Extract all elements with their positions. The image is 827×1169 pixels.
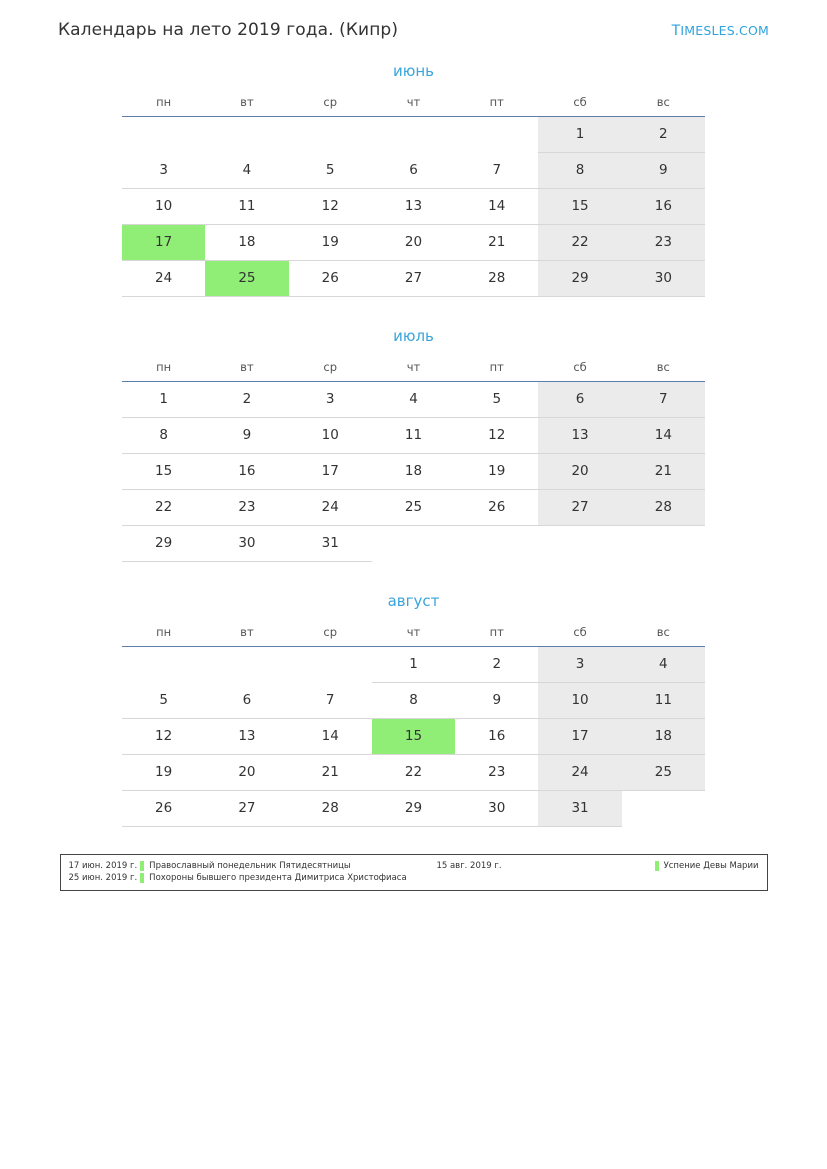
day-number: 12 bbox=[155, 728, 173, 744]
day-cell[interactable] bbox=[538, 755, 621, 791]
week-row bbox=[122, 261, 705, 297]
day-cell[interactable] bbox=[538, 418, 621, 454]
day-cell[interactable] bbox=[538, 117, 621, 153]
day-cell[interactable] bbox=[205, 418, 288, 454]
day-number: 22 bbox=[155, 499, 173, 515]
page-title: Календарь на лето 2019 года. (Кипр) bbox=[58, 20, 399, 40]
day-cell[interactable] bbox=[455, 261, 538, 297]
day-cell[interactable] bbox=[122, 755, 205, 791]
day-cell[interactable] bbox=[122, 490, 205, 526]
day-cell[interactable] bbox=[622, 647, 705, 683]
day-cell[interactable] bbox=[455, 418, 538, 454]
day-cell[interactable] bbox=[289, 225, 372, 261]
day-number: 27 bbox=[571, 499, 589, 515]
day-cell-holiday[interactable] bbox=[122, 225, 205, 261]
day-cell[interactable] bbox=[455, 153, 538, 189]
day-cell[interactable] bbox=[455, 755, 538, 791]
weekday-header: чт bbox=[372, 356, 455, 382]
day-number: 30 bbox=[654, 270, 672, 286]
day-cell[interactable] bbox=[622, 719, 705, 755]
day-number: 22 bbox=[571, 234, 589, 250]
day-cell[interactable] bbox=[538, 153, 621, 189]
day-cell[interactable] bbox=[372, 791, 455, 827]
day-number: 17 bbox=[122, 225, 205, 260]
day-cell[interactable] bbox=[372, 189, 455, 225]
day-cell[interactable] bbox=[205, 490, 288, 526]
day-number: 16 bbox=[488, 728, 506, 744]
day-cell[interactable] bbox=[205, 719, 288, 755]
month-spacer bbox=[0, 562, 827, 592]
day-cell[interactable] bbox=[122, 719, 205, 755]
page-header bbox=[0, 0, 827, 40]
day-cell[interactable] bbox=[205, 454, 288, 490]
day-cell[interactable] bbox=[622, 755, 705, 791]
weekday-header: сб bbox=[538, 91, 621, 117]
day-number: 18 bbox=[654, 728, 672, 744]
day-number: 20 bbox=[238, 764, 256, 780]
day-cell[interactable] bbox=[122, 454, 205, 490]
day-cell[interactable] bbox=[622, 683, 705, 719]
day-cell[interactable] bbox=[289, 490, 372, 526]
day-number: 18 bbox=[404, 463, 423, 479]
day-cell[interactable] bbox=[372, 261, 455, 297]
day-number: 4 bbox=[242, 162, 252, 178]
weekday-header: пт bbox=[455, 356, 538, 382]
day-number: 1 bbox=[409, 656, 418, 672]
legend-color-swatch bbox=[655, 861, 659, 871]
day-number: 14 bbox=[654, 427, 672, 443]
week-row bbox=[122, 117, 705, 153]
day-number: 18 bbox=[238, 234, 256, 250]
day-number: 11 bbox=[654, 692, 672, 708]
week-row bbox=[122, 454, 705, 490]
day-cell[interactable] bbox=[622, 490, 705, 526]
day-number: 4 bbox=[659, 656, 668, 672]
week-row bbox=[122, 719, 705, 755]
day-cell-empty bbox=[622, 526, 705, 562]
day-cell[interactable] bbox=[289, 755, 372, 791]
day-cell[interactable] bbox=[622, 454, 705, 490]
weekday-header: пн bbox=[122, 356, 205, 382]
day-number: 19 bbox=[321, 234, 339, 250]
day-number: 9 bbox=[492, 692, 502, 708]
day-cell[interactable] bbox=[538, 683, 621, 719]
day-cell[interactable] bbox=[289, 153, 372, 189]
day-number: 23 bbox=[654, 234, 672, 250]
day-number: 26 bbox=[155, 800, 173, 816]
day-number: 29 bbox=[155, 535, 173, 551]
weekday-header: чт bbox=[372, 91, 455, 117]
day-cell[interactable] bbox=[538, 490, 621, 526]
weekday-header: вт bbox=[205, 91, 288, 117]
day-cell[interactable] bbox=[538, 719, 621, 755]
day-cell[interactable] bbox=[622, 382, 705, 418]
day-number: 16 bbox=[654, 198, 672, 214]
day-number: 8 bbox=[575, 162, 585, 178]
legend-text: Успение Девы Марии bbox=[663, 861, 759, 871]
day-cell[interactable] bbox=[122, 261, 205, 297]
day-number: 24 bbox=[571, 764, 589, 780]
month-title: июль bbox=[393, 327, 434, 345]
day-number: 26 bbox=[488, 499, 506, 515]
day-number: 1 bbox=[159, 391, 168, 407]
weekday-header: вт bbox=[205, 621, 288, 647]
day-cell[interactable] bbox=[289, 719, 372, 755]
weekday-header: ср bbox=[289, 621, 372, 647]
week-row bbox=[122, 755, 705, 791]
day-number: 5 bbox=[159, 692, 168, 708]
day-cell[interactable] bbox=[372, 683, 455, 719]
weekday-header-row bbox=[122, 621, 705, 647]
day-number: 16 bbox=[238, 463, 256, 479]
day-number: 2 bbox=[492, 656, 502, 672]
day-number: 10 bbox=[571, 692, 589, 708]
day-cell[interactable] bbox=[538, 791, 621, 827]
day-cell[interactable] bbox=[622, 117, 705, 153]
day-cell[interactable] bbox=[538, 225, 621, 261]
legend-color-swatch bbox=[140, 861, 144, 871]
brand-initial: T bbox=[671, 23, 681, 39]
day-number: 27 bbox=[404, 270, 423, 286]
legend-box bbox=[60, 854, 768, 891]
day-cell[interactable] bbox=[289, 454, 372, 490]
day-number: 17 bbox=[571, 728, 589, 744]
day-number: 15 bbox=[155, 463, 173, 479]
day-number: 25 bbox=[654, 764, 672, 780]
day-number: 15 bbox=[372, 719, 455, 754]
day-cell[interactable] bbox=[289, 683, 372, 719]
day-cell-empty bbox=[622, 791, 705, 827]
day-cell[interactable] bbox=[205, 225, 288, 261]
day-number: 11 bbox=[404, 427, 423, 443]
day-cell[interactable] bbox=[372, 418, 455, 454]
day-number: 19 bbox=[155, 764, 173, 780]
day-cell[interactable] bbox=[538, 382, 621, 418]
day-cell[interactable] bbox=[205, 153, 288, 189]
day-number: 7 bbox=[659, 391, 668, 407]
weekday-header: вс bbox=[622, 91, 705, 117]
day-number: 14 bbox=[321, 728, 339, 744]
month-table bbox=[122, 621, 705, 827]
day-number: 17 bbox=[321, 463, 339, 479]
day-cell[interactable] bbox=[372, 382, 455, 418]
weekday-header: чт bbox=[372, 621, 455, 647]
day-number: 26 bbox=[321, 270, 339, 286]
day-cell[interactable] bbox=[289, 418, 372, 454]
legend-entry bbox=[69, 872, 439, 884]
day-cell[interactable] bbox=[622, 418, 705, 454]
weekday-header: сб bbox=[538, 356, 621, 382]
day-number: 1 bbox=[575, 126, 585, 142]
day-number: 24 bbox=[155, 270, 173, 286]
weekday-header: ср bbox=[289, 91, 372, 117]
legend-text: Православный понедельник Пятидесятницы bbox=[149, 861, 351, 871]
day-number: 22 bbox=[404, 764, 423, 780]
day-cell[interactable] bbox=[122, 526, 205, 562]
day-number: 2 bbox=[659, 126, 668, 142]
day-number: 9 bbox=[242, 427, 252, 443]
day-cell[interactable] bbox=[289, 791, 372, 827]
week-row bbox=[122, 683, 705, 719]
week-row bbox=[122, 647, 705, 683]
legend-row bbox=[69, 860, 759, 872]
day-cell-empty bbox=[205, 117, 288, 153]
day-cell-holiday[interactable] bbox=[372, 719, 455, 755]
legend-date: 25 июн. 2019 г. bbox=[68, 873, 138, 883]
day-cell[interactable] bbox=[205, 189, 288, 225]
day-cell[interactable] bbox=[372, 755, 455, 791]
week-row bbox=[122, 225, 705, 261]
day-cell[interactable] bbox=[455, 791, 538, 827]
day-number: 6 bbox=[575, 391, 585, 407]
day-number: 29 bbox=[404, 800, 423, 816]
day-number: 25 bbox=[205, 261, 288, 296]
day-number: 3 bbox=[325, 391, 335, 407]
day-cell[interactable] bbox=[455, 189, 538, 225]
week-row bbox=[122, 526, 705, 562]
month-spacer bbox=[0, 297, 827, 327]
day-cell[interactable] bbox=[372, 225, 455, 261]
weekday-header: пн bbox=[122, 91, 205, 117]
month-block bbox=[122, 592, 705, 827]
day-cell[interactable] bbox=[538, 647, 621, 683]
day-number: 21 bbox=[654, 463, 672, 479]
day-cell[interactable] bbox=[455, 382, 538, 418]
day-cell[interactable] bbox=[122, 418, 205, 454]
day-number: 6 bbox=[409, 162, 418, 178]
day-cell-empty bbox=[205, 647, 288, 683]
day-cell-empty bbox=[289, 647, 372, 683]
day-cell[interactable] bbox=[289, 526, 372, 562]
day-cell[interactable] bbox=[122, 153, 205, 189]
day-cell[interactable] bbox=[205, 791, 288, 827]
month-block bbox=[122, 327, 705, 562]
legend-row bbox=[69, 872, 759, 884]
weekday-header-row bbox=[122, 91, 705, 117]
day-number: 21 bbox=[488, 234, 506, 250]
week-row bbox=[122, 418, 705, 454]
day-cell[interactable] bbox=[122, 791, 205, 827]
day-cell[interactable] bbox=[622, 261, 705, 297]
day-number: 3 bbox=[575, 656, 585, 672]
day-number: 13 bbox=[404, 198, 423, 214]
day-number: 27 bbox=[238, 800, 256, 816]
weekday-header: вс bbox=[622, 356, 705, 382]
day-cell[interactable] bbox=[122, 382, 205, 418]
day-cell[interactable] bbox=[205, 755, 288, 791]
legend-text: Похороны бывшего президента Димитриса Христофиаса bbox=[149, 873, 407, 883]
day-number: 19 bbox=[488, 463, 506, 479]
day-number: 8 bbox=[409, 692, 418, 708]
day-cell-empty bbox=[372, 526, 455, 562]
day-cell[interactable] bbox=[205, 526, 288, 562]
weekday-header: пт bbox=[455, 621, 538, 647]
week-row bbox=[122, 382, 705, 418]
month-table bbox=[122, 91, 705, 297]
day-number: 13 bbox=[238, 728, 256, 744]
day-cell-empty bbox=[372, 117, 455, 153]
month-block bbox=[122, 62, 705, 297]
day-cell[interactable] bbox=[622, 189, 705, 225]
day-cell[interactable] bbox=[538, 261, 621, 297]
day-cell[interactable] bbox=[455, 225, 538, 261]
day-number: 31 bbox=[321, 535, 339, 551]
day-cell[interactable] bbox=[372, 490, 455, 526]
day-number: 14 bbox=[488, 198, 506, 214]
day-cell[interactable] bbox=[622, 225, 705, 261]
day-number: 8 bbox=[159, 427, 168, 443]
day-number: 7 bbox=[325, 692, 335, 708]
day-number: 13 bbox=[571, 427, 589, 443]
day-cell[interactable] bbox=[205, 683, 288, 719]
day-number: 6 bbox=[242, 692, 252, 708]
month-title: август bbox=[387, 592, 440, 610]
week-row bbox=[122, 490, 705, 526]
day-number: 10 bbox=[321, 427, 339, 443]
day-number: 29 bbox=[571, 270, 589, 286]
site-brand[interactable] bbox=[672, 23, 769, 39]
day-cell[interactable] bbox=[455, 454, 538, 490]
legend-date: 17 июн. 2019 г. bbox=[68, 861, 138, 871]
day-number: 30 bbox=[488, 800, 506, 816]
weekday-header: пн bbox=[122, 621, 205, 647]
day-number: 2 bbox=[242, 391, 252, 407]
weekday-header: вс bbox=[622, 621, 705, 647]
day-number: 28 bbox=[321, 800, 339, 816]
day-number: 10 bbox=[155, 198, 173, 214]
legend-color-swatch bbox=[140, 873, 144, 883]
weekday-header: пт bbox=[455, 91, 538, 117]
legend-entry bbox=[69, 860, 437, 872]
day-cell-holiday[interactable] bbox=[205, 261, 288, 297]
day-number: 28 bbox=[654, 499, 672, 515]
day-cell[interactable] bbox=[455, 490, 538, 526]
day-number: 31 bbox=[571, 800, 589, 816]
day-cell-empty bbox=[122, 117, 205, 153]
day-number: 30 bbox=[238, 535, 256, 551]
day-number: 4 bbox=[409, 391, 418, 407]
day-number: 12 bbox=[321, 198, 339, 214]
day-cell[interactable] bbox=[455, 647, 538, 683]
day-cell[interactable] bbox=[122, 683, 205, 719]
day-number: 5 bbox=[492, 391, 502, 407]
day-cell[interactable] bbox=[372, 647, 455, 683]
day-cell-empty bbox=[455, 526, 538, 562]
day-cell-empty bbox=[289, 117, 372, 153]
day-cell-empty bbox=[122, 647, 205, 683]
day-number: 25 bbox=[404, 499, 423, 515]
month-table bbox=[122, 356, 705, 562]
day-cell[interactable] bbox=[205, 382, 288, 418]
day-cell[interactable] bbox=[289, 261, 372, 297]
day-number: 28 bbox=[488, 270, 506, 286]
day-number: 12 bbox=[488, 427, 506, 443]
week-row bbox=[122, 153, 705, 189]
weekday-header: сб bbox=[538, 621, 621, 647]
week-row bbox=[122, 189, 705, 225]
weekday-header: вт bbox=[205, 356, 288, 382]
day-cell[interactable] bbox=[372, 153, 455, 189]
legend-entry bbox=[436, 860, 758, 872]
day-number: 15 bbox=[571, 198, 589, 214]
day-number: 23 bbox=[488, 764, 506, 780]
brand-text: IMESLES.COM bbox=[680, 23, 769, 38]
day-number: 21 bbox=[321, 764, 339, 780]
day-cell[interactable] bbox=[289, 189, 372, 225]
month-title: июнь bbox=[392, 62, 435, 80]
day-cell[interactable] bbox=[622, 153, 705, 189]
day-cell[interactable] bbox=[289, 382, 372, 418]
day-cell[interactable] bbox=[538, 189, 621, 225]
day-cell[interactable] bbox=[122, 189, 205, 225]
day-number: 24 bbox=[321, 499, 339, 515]
day-number: 7 bbox=[492, 162, 502, 178]
weekday-header-row bbox=[122, 356, 705, 382]
day-number: 11 bbox=[238, 198, 256, 214]
legend-date: 15 авг. 2019 г. bbox=[436, 861, 502, 871]
day-number: 5 bbox=[325, 162, 335, 178]
day-cell[interactable] bbox=[538, 454, 621, 490]
day-number: 23 bbox=[238, 499, 256, 515]
day-number: 3 bbox=[159, 162, 168, 178]
day-number: 20 bbox=[404, 234, 423, 250]
day-cell[interactable] bbox=[455, 683, 538, 719]
day-number: 9 bbox=[659, 162, 668, 178]
day-cell[interactable] bbox=[372, 454, 455, 490]
week-row bbox=[122, 791, 705, 827]
months-container bbox=[0, 62, 827, 827]
day-number: 20 bbox=[571, 463, 589, 479]
day-cell-empty bbox=[455, 117, 538, 153]
day-cell-empty bbox=[538, 526, 621, 562]
day-cell[interactable] bbox=[455, 719, 538, 755]
weekday-header: ср bbox=[289, 356, 372, 382]
